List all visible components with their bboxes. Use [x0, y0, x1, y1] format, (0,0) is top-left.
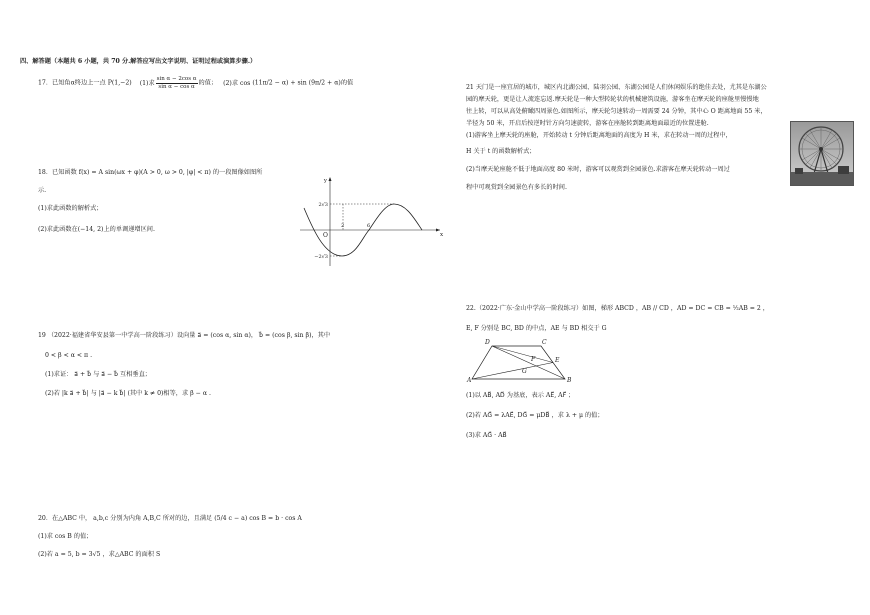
- vertex-c-label: C: [542, 339, 547, 346]
- ferris-wheel-photo: [790, 121, 854, 186]
- segment-ae: [472, 363, 553, 380]
- q20-part1: (1)求 cos B 的值；: [38, 533, 93, 540]
- q17-part1-prefix: (1)求: [139, 79, 155, 87]
- q18-part2: (2)求此函数在(−14, 2)上的单调递增区间.: [38, 226, 155, 233]
- q22-part1: (1)以 AB⃗, AD⃗ 为基底，表示 AE⃗, AF⃗ ；: [466, 392, 575, 399]
- q21-line-3: 往上转，可以从高处俯瞰四周景色.如图所示，摩天轮匀速转动一周需要 24 分钟，其中心 O 距离地面 55 米，: [466, 108, 767, 115]
- point-f-label: F: [531, 356, 536, 363]
- q22-part3: (3)求 AG⃗ · AB⃗: [466, 432, 507, 439]
- q20-part2: (2)若 a = 5, b = 3√5 ，求△ABC 的面积 S: [38, 551, 161, 558]
- point-g-label: G: [522, 368, 527, 375]
- origin-label: O: [323, 232, 328, 239]
- q18-line1: 18．已知函数 f(x) = A sin(ωx + φ)(A > 0, ω > 0, |φ| < π) 的一段图像如图所: [38, 169, 263, 176]
- q17-part2-suffix: 的值: [340, 79, 354, 87]
- q21-line-6: H 关于 t 的函数解析式；: [466, 148, 536, 155]
- trapezoid-abcd: [472, 346, 565, 379]
- q22-line1: 22.（2022·广东·金山中学高一阶段练习）如图，梯形 ABCD ，AB // CD ，AD = DC = CB = ½AB = 2 ，: [466, 305, 769, 312]
- y-max-label: 2√3: [318, 202, 328, 208]
- ferris-wheel-image: [791, 122, 853, 185]
- q17-part1-suffix: 的值；: [198, 79, 218, 87]
- q21-line-4: 半径为 50 米，开启后按逆时针方向匀速旋转，游客在座舱转到距离地面最近的位置进舱.: [466, 120, 709, 127]
- q17-lead: 17．已知角α终边上一点 P(1,−2): [38, 79, 132, 87]
- q17-fraction-denominator: sin α − cos α: [158, 83, 195, 90]
- q17-part2-prefix: (2)求 cos: [223, 79, 251, 87]
- q21-line-1: 21 天门是一座宜居的城市，城区内北湖公园、陆羽公园、东湖公园是人们休闲娱乐的绝佳去处，尤其是东湖公: [466, 84, 767, 91]
- section-title: 四、解答题（本题共 6 小题，共 70 分.解答应写出文字说明、证明过程或演算步骤.）: [20, 58, 257, 65]
- x-axis-label: x: [440, 232, 444, 238]
- q17-part2-arg2: (9π/2 + α): [308, 79, 341, 87]
- point-e-label: E: [555, 357, 560, 364]
- q22-line2: E, F 分别是 BC, BD 的中点，AE 与 BD 相交于 G: [466, 325, 607, 332]
- q19-part1: (1)求证： a⃗ + b⃗ 与 a⃗ − b⃗ 互相垂直；: [45, 371, 151, 378]
- x-tick-6-label: 6: [367, 223, 371, 229]
- y-axis-arrow: [329, 177, 332, 181]
- y-min-label: −2√3: [314, 254, 328, 260]
- sine-graph-figure: [290, 172, 450, 272]
- q19-line2: 0 < β < α < π .: [45, 352, 93, 359]
- y-axis-label: y: [323, 178, 327, 184]
- q22-part2: (2)若 AG⃗ = λAE⃗, DG⃗ = μDB⃗ ，求 λ + μ 的值；: [466, 412, 604, 419]
- q19-line1: 19 （2022·福建省华安县第一中学高一阶段练习）设向量 a⃗ = (cos α, sin α)， b⃗ = (cos β, sin β)，其中: [38, 332, 331, 339]
- question-17: [38, 76, 353, 90]
- q18-line2: 示.: [38, 187, 47, 194]
- q20-line1: 20．在△ABC 中， a,b,c 分别为内角 A,B,C 所对的边，且满足 (5/4 c − a) cos B = b · cos A: [38, 515, 302, 522]
- trapezoid-figure: [466, 337, 576, 383]
- q17-part2-arg1: (11π/2 − α): [252, 79, 289, 87]
- q17-fraction: [156, 76, 198, 90]
- q21-line-5: (1)游客坐上摩天轮的座舱，开始转动 t 分钟后距离地面的高度为 H 米，求在转动一周的过程中，: [466, 132, 732, 139]
- q17-part2-mid: + sin: [290, 79, 307, 87]
- q21-line-7: (2)当摩天轮座舱不低于地面高度 80 米时，游客可以观赏到全园景色.求游客在摩天轮转动一周过: [466, 166, 730, 173]
- q21-line-8: 程中可观赏到全园景色有多长的时间.: [466, 184, 567, 191]
- q21-line-2: 园的摩天轮，更是让人流连忘返.摩天轮是一种大型转轮状的机械建筑设施，游客坐在摩天轮的座舱里慢慢地: [466, 96, 759, 103]
- vertex-b-label: B: [567, 377, 572, 384]
- q19-part2: (2)若 |k a⃗ + b⃗| 与 |a⃗ − k b⃗| (其中 k ≠ 0)相等，求 β − α .: [45, 390, 211, 397]
- vertex-d-label: D: [485, 339, 490, 346]
- x-tick-2-label: 2: [341, 223, 345, 229]
- q17-fraction-numerator: sin α − 2cos α: [156, 76, 197, 82]
- vertex-a-label: A: [467, 377, 472, 384]
- q18-part1: (1)求此函数的解析式；: [38, 205, 103, 212]
